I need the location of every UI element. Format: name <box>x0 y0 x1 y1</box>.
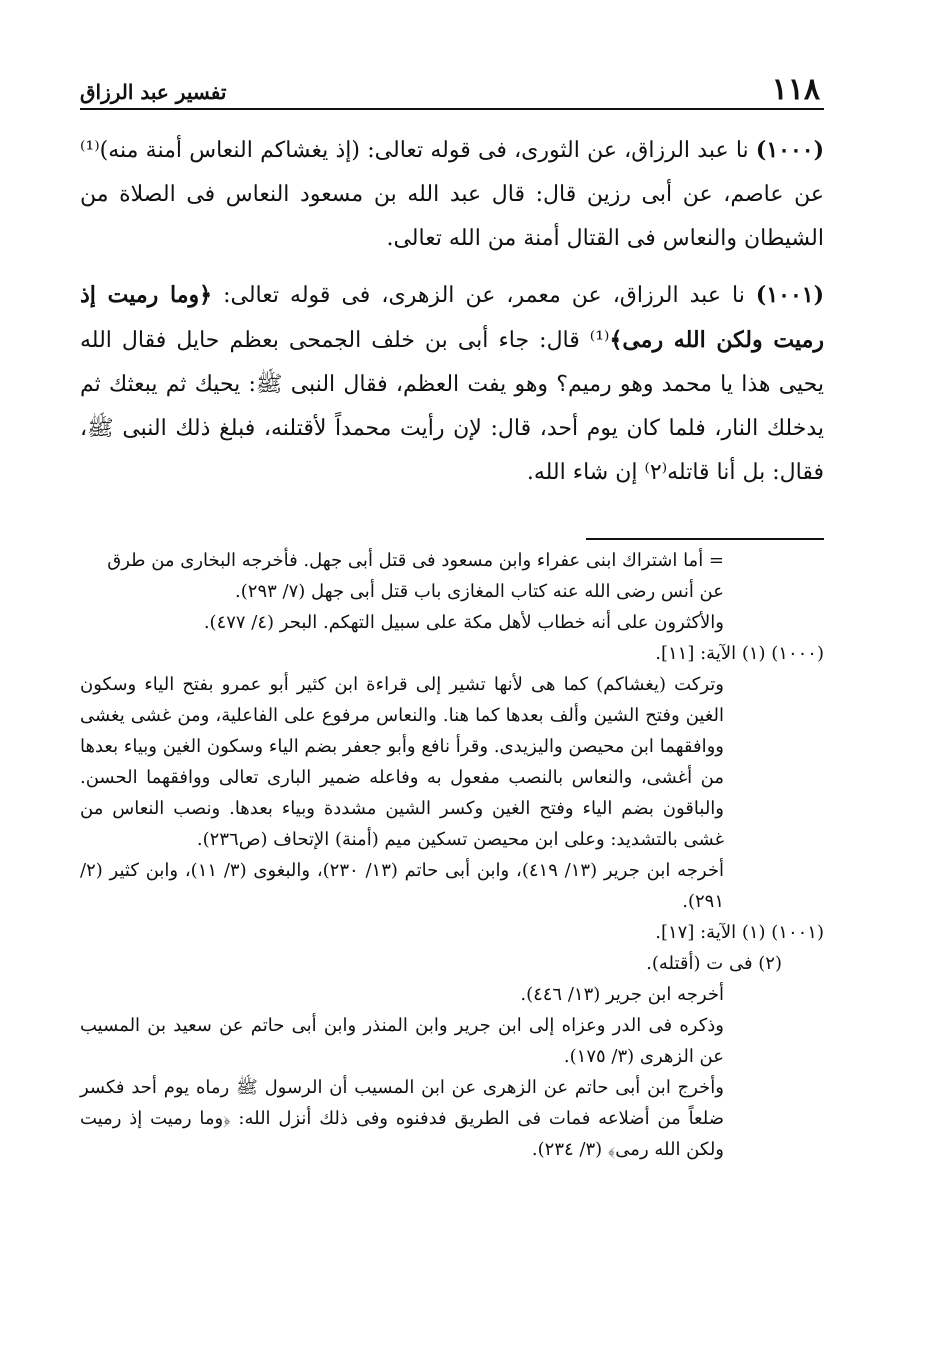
running-title: تفسير عبد الرزاق <box>80 80 227 104</box>
hadith-1001 <box>80 273 824 495</box>
hadith-text: نا عبد الرزاق، عن الثورى، فى قوله تعالى: (إذ يغشاكم النعاس أمنة منه)⁽¹⁾ عن عاصم، عن أبى رزين قال: قال عبد الله بن مسعود النعاس فى الصلاة من الشيطان والنعاس فى القتال أمنة من الله تعالى. <box>80 138 824 251</box>
hadith-number: (١٠٠١) <box>755 282 824 308</box>
hadith-text: نا عبد الرزاق، عن معمر، عن الزهرى، فى قوله تعالى: <box>223 283 745 308</box>
footnote-1001-2: (٢) فى ت (أقتله). <box>646 953 782 974</box>
page-header <box>80 70 824 110</box>
footnote-1000-label: (١٠٠٠) (١) الآية: [١١]. <box>655 643 824 664</box>
footnotes <box>80 545 824 1165</box>
footnote-line: والأكثرون على أنه خطاب لأهل مكة على سبيل التهكم. البحر (٤/ ٤٧٧). <box>203 612 724 633</box>
footnote-1001-label: (١٠٠١) (١) الآية: [١٧]. <box>655 922 824 943</box>
hadith-text: ⁽¹⁾ قال: جاء أبى بن خلف الجمحى بعظم حايل فقال الله يحيى هذا يا محمد وهو رميم؟ وهو يفت العظم، فقال النبى ﷺ: يحيك ثم يبعثك ثم يدخلك النار، فلما كان يوم أحد، قال: لإن رأيت محمداً لأقتلنه، فبلغ ذلك النبى ﷺ، فقال: بل أنا قاتله⁽٢⁾ إن شاء الله. <box>80 328 824 485</box>
footnote-1001-takhrij-1: أخرجه ابن جرير (١٣/ ٤٤٦). <box>520 984 724 1005</box>
quran-verse: ﴿وما رميت إذ رميت ولكن الله رمى﴾ <box>80 282 824 353</box>
footnote-line: = أما اشتراك ابنى عفراء وابن مسعود فى قتل أبى جهل. فأخرجه البخارى من طرق <box>107 550 724 571</box>
main-text <box>80 128 824 507</box>
footnote-1001-takhrij-3: وأخرج ابن أبى حاتم عن الزهرى عن ابن المسيب أن الرسول ﷺ رماه يوم أحد فكسر ضلعاً من أضلاعه فمات فى الطريق فدفنوه وفى ذلك أنزل الله: ﴿وما رميت إذ رميت ولكن الله رمى﴾ (٣/ ٢٣٤). <box>80 1077 724 1160</box>
footnote-1000-body: وتركت (يغشاكم) كما هى لأنها تشير إلى قراءة ابن كثير أبو عمرو بفتح الياء وسكون الغين وفتح الشين وألف بعدها كما هنا. والنعاس مرفوع على الفاعلية، ومن غشى يغشى ووافقهما ابن محيصن واليزيدى. وقرأ نافع وأبو جعفر بضم الياء وسكون الغين وبياء بعدها من أغشى، والنعاس بالنصب مفعول به وفاعله ضمير البارى تعالى ووافقهما الحسن. والباقون بضم الياء وفتح الغين وكسر الشين مشددة وبياء بعدها. ونصب النعاس من غشى بالتشديد: وعلى ابن محيصن تسكين ميم (أمنة) الإتحاف (ص٢٣٦). <box>80 674 725 850</box>
footnote-1001-takhrij-2: وذكره فى الدر وعزاه إلى ابن جرير وابن المنذر وابن أبى حاتم عن سعيد بن المسيب عن الزهرى (٣/ ١٧٥). <box>80 1015 724 1067</box>
page-number: ١١٨ <box>771 72 820 107</box>
footnote-1000-takhrij: أخرجه ابن جرير (١٣/ ٤١٩)، وابن أبى حاتم (١٣/ ٢٣٠)، والبغوى (٣/ ١١)، وابن كثير (٢/ ٢٩١). <box>80 860 724 912</box>
footnote-line: عن أنس رضى الله عنه كتاب المغازى باب قتل أبى جهل (٧/ ٢٩٣). <box>235 581 724 602</box>
hadith-1000 <box>80 128 824 261</box>
footnote-continuation <box>80 545 824 638</box>
footnote-separator <box>586 538 824 540</box>
hadith-number: (١٠٠٠) <box>755 137 825 163</box>
